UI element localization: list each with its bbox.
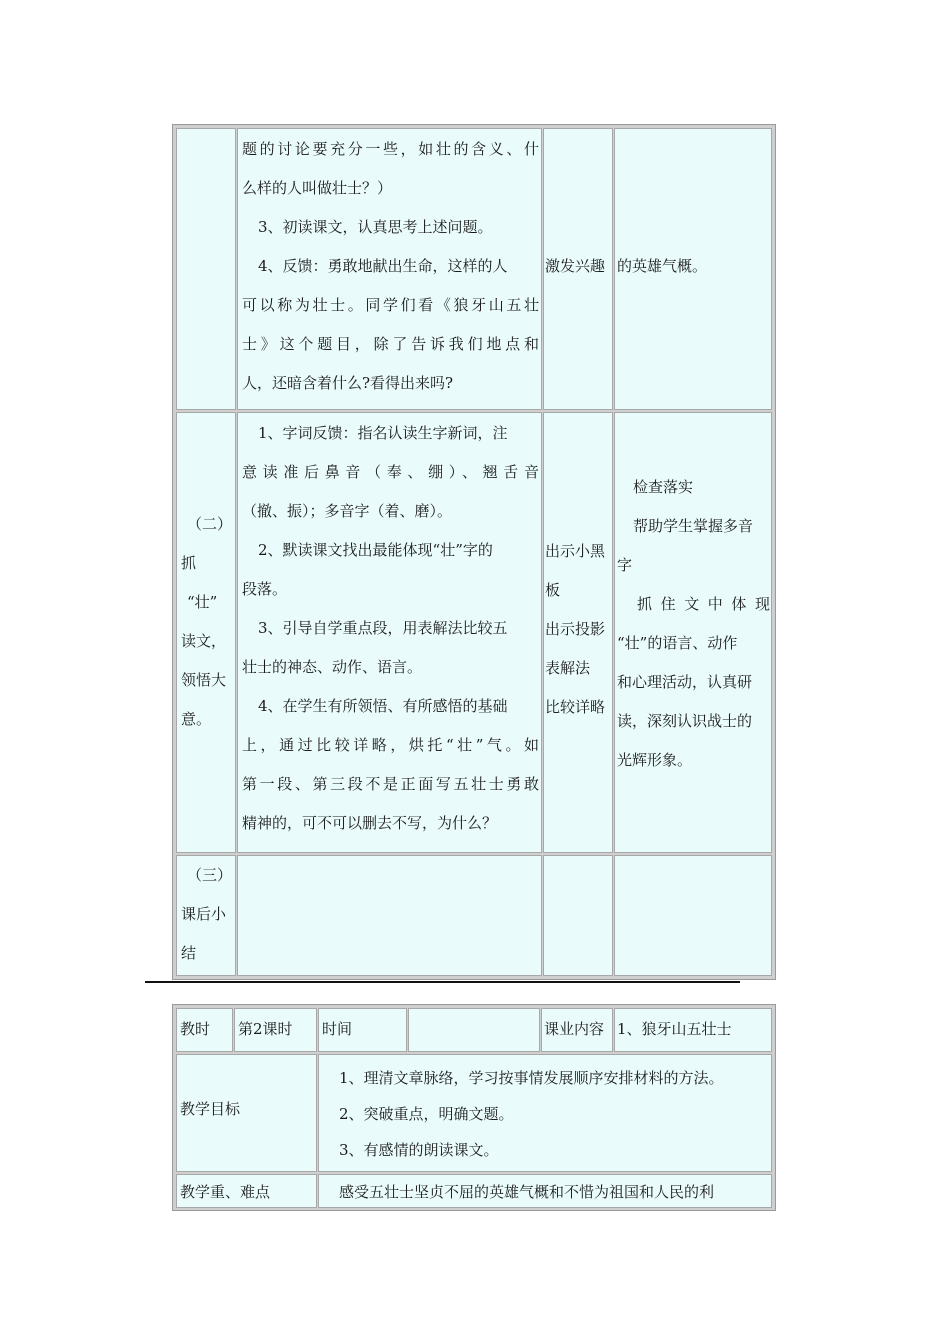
activity-cell [237, 412, 542, 853]
text-line: （撤、振）；多音字（着、磨）。 [242, 502, 453, 520]
text-line: 抓 [181, 554, 197, 572]
period-label: 教时 [180, 1020, 211, 1038]
time-value-cell [408, 1008, 540, 1052]
text-line: 板 [545, 581, 561, 599]
text-line: 上，通过比较详略，烘托“壮”气。如 [242, 736, 539, 754]
text-line: 表解法 [545, 659, 591, 677]
goal-item: 3、有感情的朗读课文。 [339, 1141, 499, 1159]
text-line: 意。 [181, 710, 212, 728]
goals-cell [318, 1054, 772, 1172]
lesson-header-table [172, 1004, 776, 1211]
method-cell-empty [543, 855, 613, 976]
text-line: 激发兴趣 [545, 257, 606, 275]
text-line: 3、引导自学重点段，用表解法比较五 [258, 619, 508, 637]
goals-label: 教学目标 [180, 1100, 241, 1118]
goals-label-cell [176, 1054, 317, 1172]
text-line: 人，还暗含着什么?看得出来吗? [242, 374, 454, 392]
text-line: 4、反馈：勇敢地献出生命，这样的人 [258, 257, 508, 275]
text-line: 的英雄气概。 [617, 257, 708, 275]
text-line: 字 [617, 556, 633, 574]
text-line: 1、字词反馈：指名认读生字新词，注 [258, 424, 508, 442]
text-line: 抓 住 文 中 体 现 [637, 595, 770, 613]
text-line: 读，深刻认识战士的 [617, 712, 753, 730]
text-line: 4、在学生有所领悟、有所感悟的基础 [258, 697, 508, 715]
text-line: 读文， [181, 632, 227, 650]
method-cell [543, 412, 613, 853]
time-label: 时间 [322, 1020, 353, 1038]
text-line: 可以称为壮士。同学们看《狼牙山五壮 [242, 296, 539, 314]
step-cell [176, 412, 236, 853]
text-line: “壮”的语言、动作 [617, 634, 738, 652]
content-value-cell [614, 1008, 772, 1052]
text-line: 结 [181, 944, 197, 962]
text-line: 第一段、第三段不是正面写五壮士勇敢 [242, 775, 539, 793]
page-divider [145, 981, 740, 983]
text-line: （二） [187, 515, 233, 533]
text-line: 精神的，可不可以删去不写，为什么？ [242, 814, 498, 832]
purpose-cell [614, 128, 772, 410]
method-cell [543, 128, 613, 410]
content-label: 课业内容 [544, 1020, 605, 1038]
step-cell [176, 855, 236, 976]
text-line: 意读准后鼻音（奉、绷）、翘舌音 [242, 463, 539, 481]
key-label: 教学重、难点 [180, 1183, 271, 1201]
purpose-cell-empty [614, 855, 772, 976]
text-line: 光辉形象。 [617, 751, 693, 769]
time-label-cell [318, 1008, 407, 1052]
period-label-cell [176, 1008, 233, 1052]
text-line: 士》这个题目，除了告诉我们地点和 [242, 335, 539, 353]
content-value: 1、狼牙山五壮士 [617, 1020, 732, 1038]
text-line: 比较详略 [545, 698, 606, 716]
period-value: 第2课时 [238, 1020, 293, 1038]
text-line: 2、默读课文找出最能体现“壮”字的 [258, 541, 493, 559]
text-line: 和心理活动，认真研 [617, 673, 753, 691]
text-line: 3、初读课文，认真思考上述问题。 [258, 218, 493, 236]
text-line: 出示小黑 [545, 542, 606, 560]
text-line: 么样的人叫做壮士？） [242, 179, 393, 197]
purpose-cell [614, 412, 772, 853]
key-label-cell [176, 1174, 317, 1208]
text-line: 壮士的神态、动作、语言。 [242, 658, 423, 676]
period-value-cell [234, 1008, 317, 1052]
activity-cell [237, 128, 542, 410]
text-line: 帮助学生掌握多音 [633, 517, 754, 535]
content-label-cell [541, 1008, 613, 1052]
text-line: “壮” [187, 593, 218, 611]
key-text: 感受五壮士坚贞不屈的英雄气概和不惜为祖国和人民的利 [339, 1183, 715, 1201]
lesson-process-table [172, 124, 776, 980]
text-line: 领悟大 [181, 671, 227, 689]
goal-item: 2、突破重点，明确文题。 [339, 1105, 514, 1123]
text-line: 段落。 [242, 580, 288, 598]
text-line: （三） [187, 866, 233, 884]
activity-cell-empty [237, 855, 542, 976]
text-line: 课后小 [181, 905, 227, 923]
goal-item: 1、理清文章脉络，学习按事情发展顺序安排材料的方法。 [339, 1069, 724, 1087]
text-line: 检查落实 [633, 478, 694, 496]
text-line: 出示投影 [545, 620, 606, 638]
step-cell-empty [176, 128, 236, 410]
key-text-cell [318, 1174, 772, 1208]
text-line: 题的讨论要充分一些，如壮的含义、什 [242, 140, 539, 158]
